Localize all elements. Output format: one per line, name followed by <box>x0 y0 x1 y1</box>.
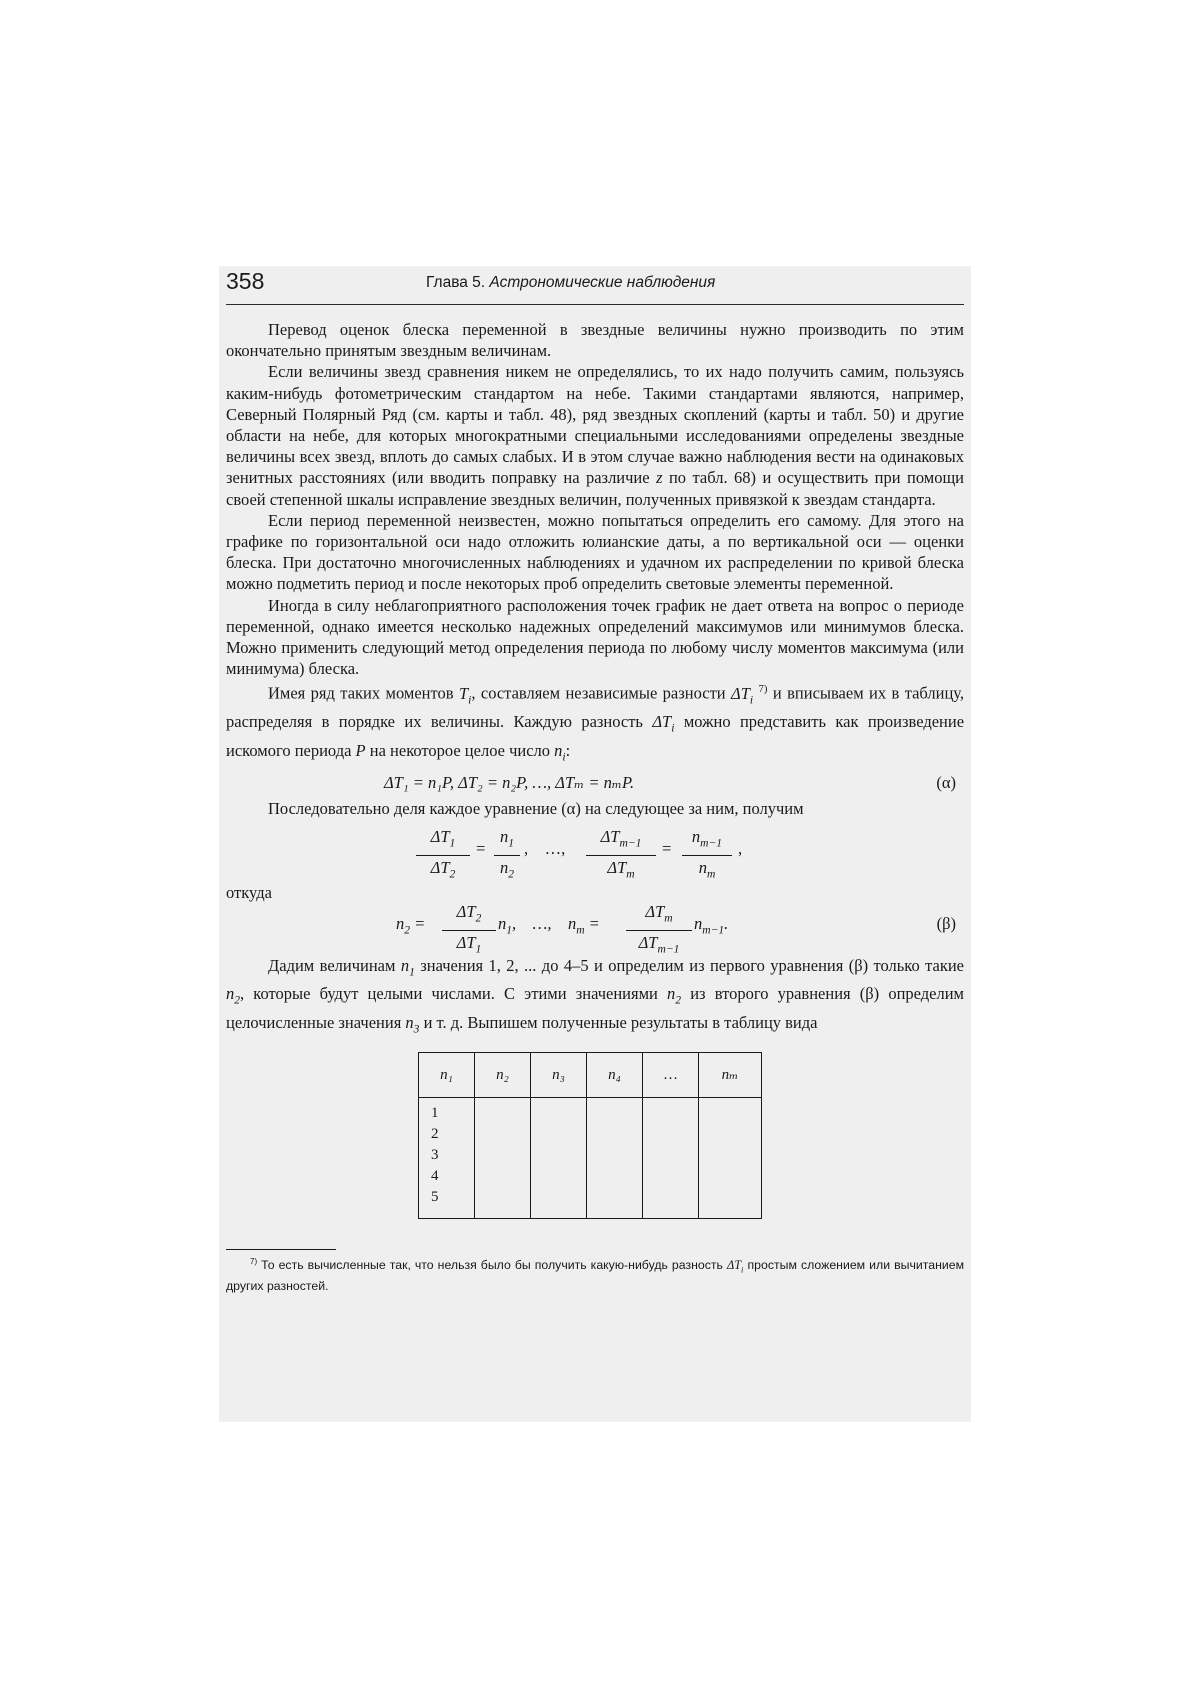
fraction-dT1-dT2: $\Delta T_1$ $\Delta T_2$ <box>416 826 470 886</box>
chapter-number: Глава 5. <box>426 274 486 291</box>
table-header-cell: n₃ <box>531 1053 587 1098</box>
table-cell-n1 <box>419 1098 475 1219</box>
table-header-cell: n₂ <box>475 1053 531 1098</box>
list-item: 1 <box>431 1105 439 1122</box>
table-header-cell: … <box>643 1053 699 1098</box>
paragraph-5: Имея ряд таких моментов $T_i$, составляем независимые разности $\Delta T_i$ $^{7)}$ и вписываем их в таблицу, распределяя в порядке их величины. Каждую разность $\Delta T_i$ можно представить как произведение искомого периода P на некоторое целое число $n_i$: <box>226 683 965 764</box>
paragraph-6: Последовательно деля каждое уравнение (α) на следующее за ним, получим <box>268 799 804 819</box>
paragraph-3: Если период переменной неизвестен, можно попытаться определить его самому. Для этого на графике по горизонтальной оси надо отложить юлианские даты, а по вертикальной оси — оценки блеска. При достаточно многочисленных наблюдениях и удачном их распределении по кривой блеска можно подметить период и после некоторых проб определить световые элементы переменной. <box>226 510 964 594</box>
footnote-reference: 7) <box>758 683 768 696</box>
footnote-mark: 7) <box>250 1257 258 1267</box>
table-row <box>419 1098 762 1219</box>
equation-ratios: $\Delta T_1$ $\Delta T_2$ = $n_1$ $n_2$ , …, $\Delta T_{m-1}$ $\Delta T_m$ = $n_{m-1}$ $n_m$ , <box>226 820 964 882</box>
table-header-cell: n₁ <box>419 1053 475 1098</box>
table-cell <box>643 1098 699 1219</box>
paragraph-4: Иногда в силу неблагоприятного расположения точек график не дает ответа на вопрос о периоде переменной, однако имеется несколько надежных определений максимумов или минимумов блеска. Можно применить следующий метод определения периода по любому числу моментов максимума (или минимума) блеска. <box>226 595 964 679</box>
paragraph-2: Если величины звезд сравнения никем не определялись, то их надо получить самим, пользуясь каким-нибудь фотометрическим стандартом на небе. Такими стандартами являются, например, Северный Полярный Ряд (см. карты и табл. 48), ряд звездных скоплений (карты и табл. 50) и другие области на небе, для которых многократными специальными исследованиями определены звездные величины всех звезд, вплоть до самых слабых. И в этом случае важно наблюдения вести на одинаковых зенитных расстояниях (или вводить поправку на различие z по табл. 68) и осуществить при помощи своей степенной шкалы исправление звездных величин, полученных привязкой к звездам стандарта. <box>226 362 964 509</box>
list-item: 5 <box>431 1189 439 1206</box>
chapter-title: Астрономические наблюдения <box>489 274 716 291</box>
running-header <box>226 268 964 305</box>
footnote-divider <box>226 1249 336 1250</box>
table-header-cell: nₘ <box>699 1053 762 1098</box>
fraction-n1-n2: $n_1$ $n_2$ <box>494 826 520 886</box>
page-number: 358 <box>226 268 265 294</box>
footnote: $^{7)}$ То есть вычисленные так, что нельзя было бы получить какую-нибудь разность $\Delta T_i$ простым сложением или вычитанием других разностей. <box>226 1257 965 1293</box>
equation-alpha-body: ΔT₁ = n₁P, ΔT₂ = n₂P, …, ΔTₘ = nₘP. <box>384 773 635 793</box>
equation-alpha-tag: (α) <box>936 773 956 793</box>
table-cell <box>587 1098 643 1219</box>
table-cell <box>531 1098 587 1219</box>
n1-values <box>419 1098 474 1208</box>
fraction-dT2-dT1: $\Delta T_2$ $\Delta T_1$ <box>442 901 496 961</box>
word-otkuda: откуда <box>226 882 272 902</box>
equation-beta-tag: (β) <box>936 913 956 933</box>
list-item: 3 <box>431 1147 439 1164</box>
table-cell <box>699 1098 762 1219</box>
paragraph-7: Дадим величинам $n_1$ значения 1, 2, ... до 4–5 и определим из первого уравнения (β) только такие $n_2$, которые будут целыми числами. С этими значениями $n_2$ из второго уравнения (β) определим целочисленные значения $n_3$ и т. д. Выпишем полученные результаты в таблицу вида <box>226 955 965 1035</box>
table-header-cell: n₄ <box>587 1053 643 1098</box>
fraction-dTm1-dTm: $\Delta T_{m-1}$ $\Delta T_m$ <box>586 826 656 886</box>
fraction-nm1-nm: $n_{m-1}$ $n_m$ <box>682 826 732 886</box>
equation-beta: $n_2$ = $\Delta T_2$ $\Delta T_1$ $n_1$, …, $n_m$ = $\Delta T_m$ $\Delta T_{m-1}$ $n_{m-1}$. (β) <box>226 903 964 955</box>
page-body <box>226 319 964 1294</box>
list-item: 2 <box>431 1126 439 1143</box>
table-header-row <box>419 1053 762 1098</box>
chapter-heading <box>426 274 715 292</box>
book-page <box>226 268 965 1294</box>
paragraph-1: Перевод оценок блеска переменной в звездные величины нужно производить по этим окончательно принятым звездным величинам. <box>226 320 964 361</box>
list-item: 4 <box>431 1168 439 1185</box>
fraction-dTm-dTm1: $\Delta T_m$ $\Delta T_{m-1}$ <box>626 901 692 961</box>
results-table <box>418 1052 762 1219</box>
equation-alpha <box>226 768 964 798</box>
table-cell <box>475 1098 531 1219</box>
